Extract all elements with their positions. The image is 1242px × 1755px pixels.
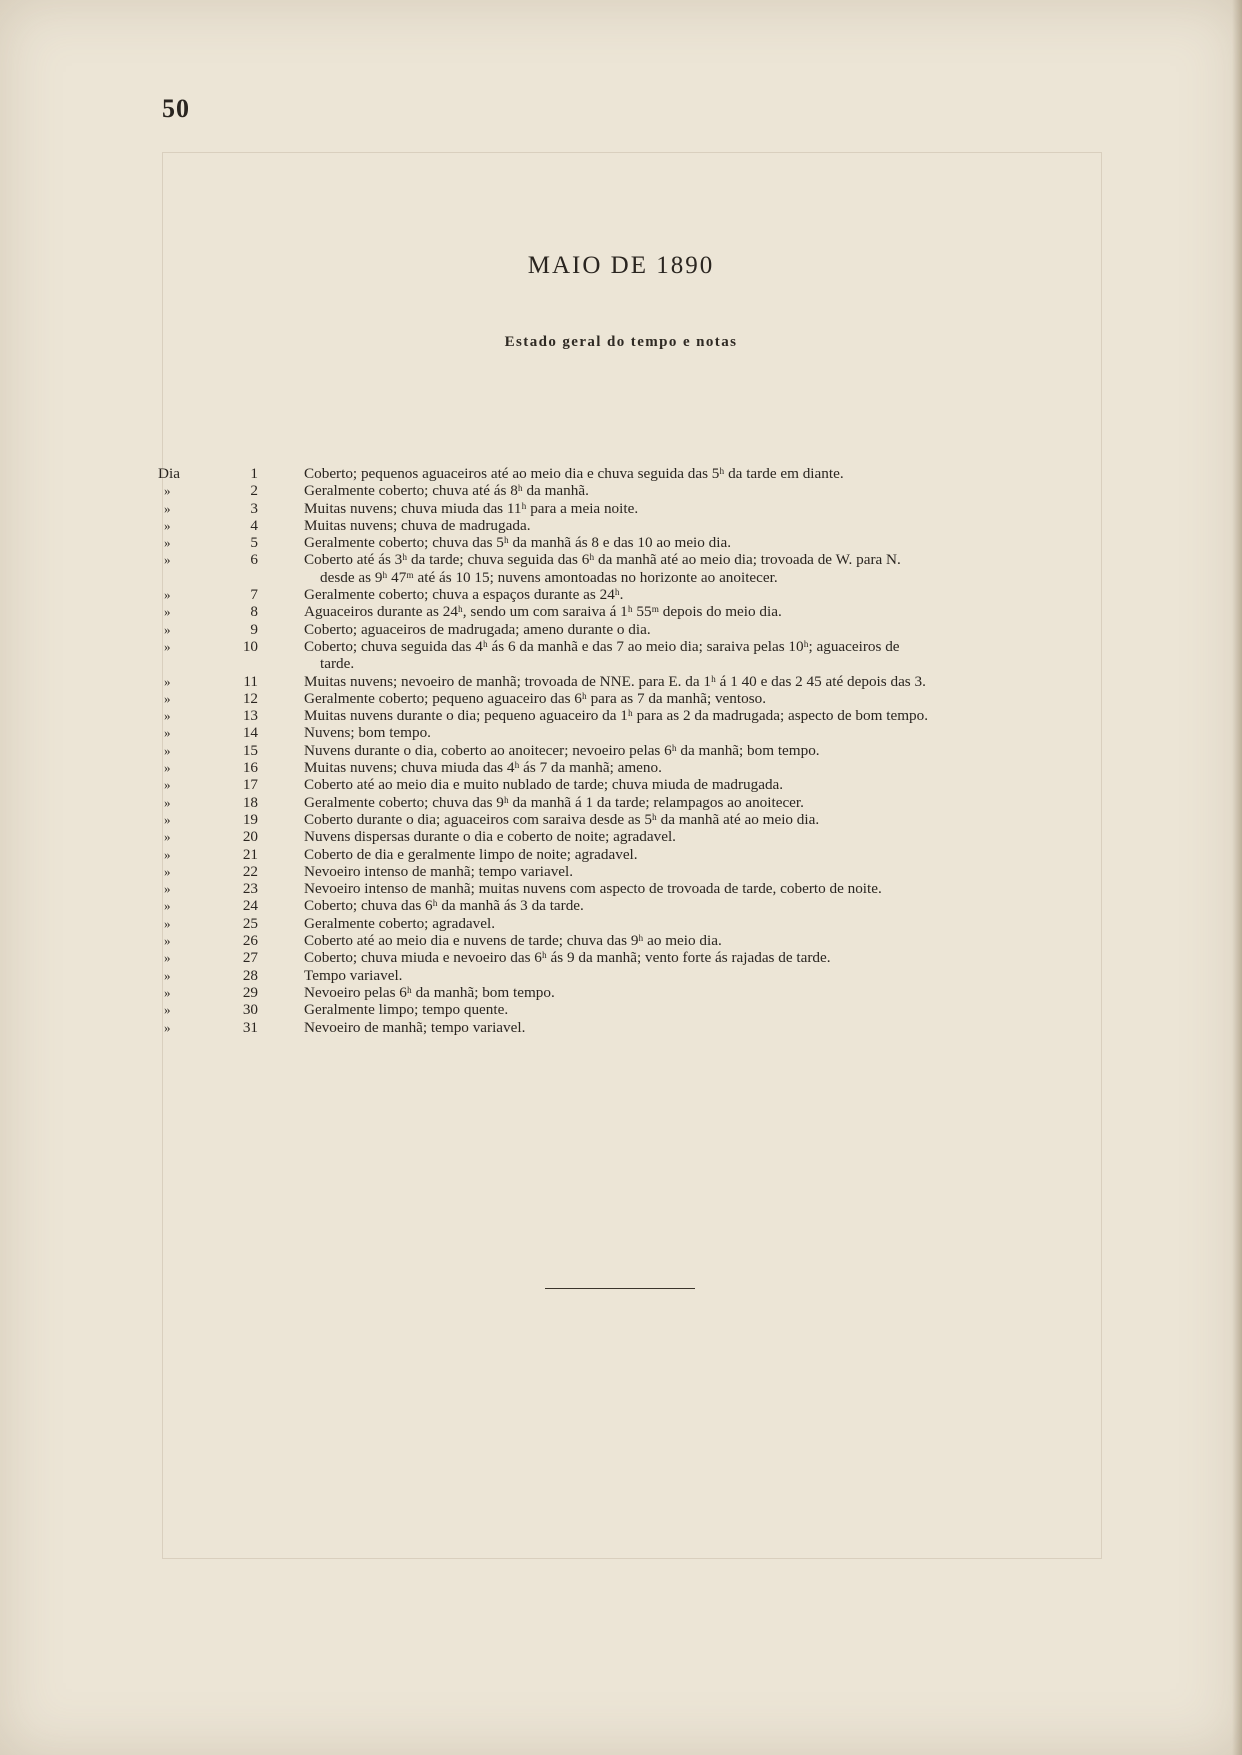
list-item xyxy=(158,897,1098,914)
weather-note-text: Coberto; chuva miuda e nevoeiro das 6ʰ ás 9 da manhã; vento forte ás rajadas de tarde. xyxy=(304,949,831,967)
day-number: 20 xyxy=(242,828,258,846)
weather-note xyxy=(304,500,1098,517)
weather-note-text: Nevoeiro de manhã; tempo variavel. xyxy=(304,1018,526,1036)
list-item xyxy=(158,621,1098,638)
day-number: 28 xyxy=(242,966,258,984)
list-item xyxy=(158,1001,1098,1018)
weather-note xyxy=(304,673,1098,690)
list-item xyxy=(158,863,1098,880)
ditto-mark: » xyxy=(164,708,171,724)
day-number: 7 xyxy=(250,586,258,604)
list-item xyxy=(158,759,1098,776)
weather-note xyxy=(304,759,1098,776)
ditto-mark: » xyxy=(164,604,171,620)
page-number: 50 xyxy=(162,94,190,123)
ditto-mark: » xyxy=(164,742,171,758)
day-number: 29 xyxy=(242,983,258,1001)
ditto-mark: » xyxy=(164,587,171,603)
weather-note xyxy=(304,1001,1098,1018)
day-number: 25 xyxy=(242,914,258,932)
list-item xyxy=(158,500,1098,517)
day-number: 30 xyxy=(242,1001,258,1019)
weather-note xyxy=(304,915,1098,932)
ditto-mark: » xyxy=(164,517,171,533)
weather-note xyxy=(304,638,1098,673)
day-number: 22 xyxy=(242,862,258,880)
weather-note xyxy=(304,932,1098,949)
weather-note-text: Geralmente coberto; chuva das 5ʰ da manhã ás 8 e das 10 ao meio dia. xyxy=(304,534,732,552)
day-number: 16 xyxy=(242,759,258,777)
day-number: 8 xyxy=(250,603,258,621)
weather-note xyxy=(304,707,1098,724)
ditto-mark: » xyxy=(164,967,171,983)
list-item xyxy=(158,673,1098,690)
weather-note xyxy=(304,880,1098,897)
weather-note-text: Coberto; aguaceiros de madrugada; ameno durante o dia. xyxy=(304,620,651,638)
list-item xyxy=(158,967,1098,984)
weather-note-text: Coberto; chuva das 6ʰ da manhã ás 3 da tarde. xyxy=(304,897,584,915)
weather-note-text: Muitas nuvens; chuva miuda das 11ʰ para a meia noite. xyxy=(304,499,639,517)
list-item xyxy=(158,880,1098,897)
day-number: 19 xyxy=(242,810,258,828)
day-number: 5 xyxy=(250,534,258,552)
weather-note xyxy=(304,742,1098,759)
day-number: 1 xyxy=(250,465,258,482)
weather-note xyxy=(304,1019,1098,1036)
weather-note xyxy=(304,794,1098,811)
weather-note-text: Geralmente coberto; chuva das 9ʰ da manhã á 1 da tarde; relampagos ao anoitecer. xyxy=(304,793,804,811)
list-item xyxy=(158,517,1098,534)
weather-note-text: Nuvens durante o dia, coberto ao anoitecer; nevoeiro pelas 6ʰ da manhã; bom tempo. xyxy=(304,741,820,759)
weather-note xyxy=(304,724,1098,741)
weather-note xyxy=(304,621,1098,638)
list-item xyxy=(158,638,1098,673)
weather-note-text: Coberto durante o dia; aguaceiros com saraiva desde as 5ʰ da manhã até ao meio dia. xyxy=(304,810,820,828)
ditto-mark: » xyxy=(164,863,171,879)
day-number: 12 xyxy=(242,689,258,707)
weather-note xyxy=(304,846,1098,863)
weather-note xyxy=(304,967,1098,984)
list-item xyxy=(158,932,1098,949)
weather-note-text: Nevoeiro pelas 6ʰ da manhã; bom tempo. xyxy=(304,983,555,1001)
weather-entries-list xyxy=(158,465,1098,1036)
weather-note xyxy=(304,517,1098,534)
day-number: 23 xyxy=(242,880,258,898)
list-item xyxy=(158,828,1098,845)
list-item xyxy=(158,465,1098,482)
day-number: 9 xyxy=(250,620,258,638)
day-number: 6 xyxy=(250,551,258,569)
ditto-mark: » xyxy=(164,777,171,793)
weather-note-text: Nuvens dispersas durante o dia e coberto de noite; agradavel. xyxy=(304,828,676,846)
ditto-mark: » xyxy=(164,535,171,551)
list-item xyxy=(158,586,1098,603)
closing-rule xyxy=(545,1288,695,1289)
weather-note-text: Coberto; chuva seguida das 4ʰ ás 6 da manhã e das 7 ao meio dia; saraiva pelas 10ʰ; aguaceiros de xyxy=(304,637,900,655)
ditto-mark: » xyxy=(164,829,171,845)
list-item xyxy=(158,534,1098,551)
weather-note-text: Coberto até ás 3ʰ da tarde; chuva seguida das 6ʰ da manhã até ao meio dia; trovoada de W. para N. xyxy=(304,551,901,569)
weather-note-text: Coberto até ao meio dia e muito nublado de tarde; chuva miuda de madrugada. xyxy=(304,776,784,794)
ditto-mark: » xyxy=(164,950,171,966)
ditto-mark: » xyxy=(164,881,171,897)
weather-note xyxy=(304,828,1098,845)
list-item xyxy=(158,846,1098,863)
weather-note xyxy=(304,811,1098,828)
list-item xyxy=(158,794,1098,811)
ditto-mark: » xyxy=(164,811,171,827)
ditto-mark: » xyxy=(164,1002,171,1018)
weather-note-continuation: desde as 9ʰ 47ᵐ até ás 10 15; nuvens amontoadas no horizonte ao anoitecer. xyxy=(320,568,778,586)
day-number: 15 xyxy=(242,741,258,759)
page-subtitle: Estado geral do tempo e notas xyxy=(504,334,738,350)
weather-note xyxy=(304,690,1098,707)
ditto-mark: » xyxy=(164,673,171,689)
ditto-mark: » xyxy=(164,690,171,706)
ditto-mark: » xyxy=(164,846,171,862)
list-item xyxy=(158,551,1098,586)
weather-note xyxy=(304,465,1098,482)
weather-note xyxy=(304,482,1098,499)
day-number: 21 xyxy=(242,845,258,863)
weather-note-text: Tempo variavel. xyxy=(304,966,403,984)
weather-note-text: Geralmente limpo; tempo quente. xyxy=(304,1001,509,1019)
weather-note-text: Nuvens; bom tempo. xyxy=(304,724,431,742)
weather-note xyxy=(304,949,1098,966)
day-number: 3 xyxy=(250,499,258,517)
list-item xyxy=(158,1019,1098,1036)
ditto-mark: » xyxy=(164,1019,171,1035)
weather-note-text: Geralmente coberto; pequeno aguaceiro das 6ʰ para as 7 da manhã; ventoso. xyxy=(304,689,767,707)
list-item xyxy=(158,949,1098,966)
day-number: 2 xyxy=(250,482,258,500)
weather-note-text: Nevoeiro intenso de manhã; muitas nuvens com aspecto de trovoada de tarde, coberto de noite. xyxy=(304,880,882,898)
weather-note-text: Geralmente coberto; chuva até ás 8ʰ da manhã. xyxy=(304,482,589,500)
ditto-mark: » xyxy=(164,483,171,499)
day-number: 10 xyxy=(242,637,258,655)
weather-note-text: Nevoeiro intenso de manhã; tempo variavel. xyxy=(304,862,574,880)
day-number: 24 xyxy=(242,897,258,915)
list-item xyxy=(158,482,1098,499)
day-label: Dia xyxy=(158,465,180,482)
weather-note-text: Coberto; pequenos aguaceiros até ao meio dia e chuva seguida das 5ʰ da tarde em diante. xyxy=(304,465,844,482)
list-item xyxy=(158,811,1098,828)
day-number: 27 xyxy=(242,949,258,967)
day-number: 17 xyxy=(242,776,258,794)
ditto-mark: » xyxy=(164,933,171,949)
ditto-mark: » xyxy=(164,760,171,776)
list-item xyxy=(158,776,1098,793)
ditto-mark: » xyxy=(164,638,171,654)
weather-note-text: Coberto de dia e geralmente limpo de noite; agradavel. xyxy=(304,845,638,863)
weather-note xyxy=(304,603,1098,620)
weather-note xyxy=(304,586,1098,603)
weather-note-text: Muitas nuvens; chuva de madrugada. xyxy=(304,516,531,534)
list-item xyxy=(158,603,1098,620)
day-number: 26 xyxy=(242,932,258,950)
ditto-mark: » xyxy=(164,500,171,516)
ditto-mark: » xyxy=(164,794,171,810)
weather-note-text: Muitas nuvens durante o dia; pequeno aguaceiro da 1ʰ para as 2 da madrugada; aspecto de bom tempo. xyxy=(304,707,928,725)
list-item xyxy=(158,707,1098,724)
ditto-mark: » xyxy=(164,621,171,637)
weather-note xyxy=(304,551,1098,586)
weather-note xyxy=(304,863,1098,880)
list-item xyxy=(158,742,1098,759)
day-number: 18 xyxy=(242,793,258,811)
weather-note-text: Muitas nuvens; nevoeiro de manhã; trovoada de NNE. para E. da 1ʰ á 1 40 e das 2 45 até depois das 3. xyxy=(304,672,926,690)
page-title: MAIO DE 1890 xyxy=(527,252,715,279)
day-number: 11 xyxy=(243,672,258,690)
weather-note xyxy=(304,534,1098,551)
ditto-mark: » xyxy=(164,915,171,931)
weather-note-text: Coberto até ao meio dia e nuvens de tarde; chuva das 9ʰ ao meio dia. xyxy=(304,932,722,950)
day-number: 14 xyxy=(242,724,258,742)
day-number: 13 xyxy=(242,707,258,725)
weather-note-text: Geralmente coberto; chuva a espaços durante as 24ʰ. xyxy=(304,586,624,604)
weather-note xyxy=(304,984,1098,1001)
weather-note xyxy=(304,776,1098,793)
day-number: 31 xyxy=(242,1018,258,1036)
list-item xyxy=(158,690,1098,707)
weather-note-text: Geralmente coberto; agradavel. xyxy=(304,914,496,932)
ditto-mark: » xyxy=(164,984,171,1000)
list-item xyxy=(158,915,1098,932)
weather-note-text: Muitas nuvens; chuva miuda das 4ʰ ás 7 da manhã; ameno. xyxy=(304,759,662,777)
list-item xyxy=(158,984,1098,1001)
list-item xyxy=(158,724,1098,741)
ditto-mark: » xyxy=(164,552,171,568)
ditto-mark: » xyxy=(164,725,171,741)
weather-note xyxy=(304,897,1098,914)
weather-note-text: Aguaceiros durante as 24ʰ, sendo um com saraiva á 1ʰ 55ᵐ depois do meio dia. xyxy=(304,603,782,621)
weather-note-continuation: tarde. xyxy=(320,655,355,673)
ditto-mark: » xyxy=(164,898,171,914)
day-number: 4 xyxy=(250,516,258,534)
